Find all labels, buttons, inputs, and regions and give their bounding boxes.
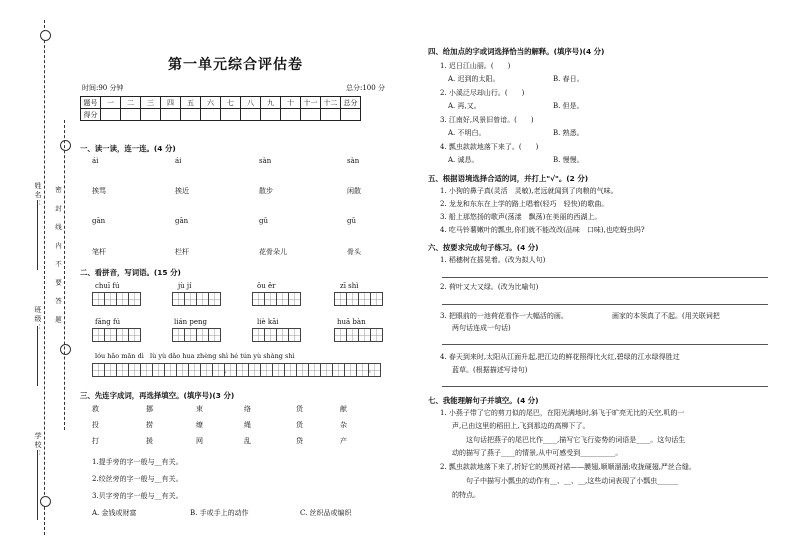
exercise-prompt: 画家的本领真了不起。(用关联词把	[612, 312, 720, 320]
answer-line[interactable]	[442, 344, 768, 345]
word-item[interactable]: 笔杆	[92, 248, 106, 256]
passage-line: 声,已由这里的稻田上,飞到那边的高柳下了。	[452, 422, 590, 430]
question-item[interactable]: 3. 江南好,风景旧曾谙。( )	[440, 116, 534, 124]
char-item[interactable]: 缭	[196, 421, 203, 429]
writing-boxes[interactable]	[252, 328, 300, 342]
score-cell: 八	[241, 97, 261, 109]
section-heading-6: 六、按要求完成句子练习。(4 分)	[428, 243, 539, 252]
score-cell: 九	[261, 97, 281, 109]
char-item[interactable]: 束	[196, 405, 203, 413]
option-b: B. 手或手上的动作	[190, 509, 249, 517]
exercise-prompt: 3. 把眼前的一池荷花看作一大幅活的画。	[440, 312, 568, 320]
score-cell: 二	[121, 97, 141, 109]
fill-line[interactable]: 这句话把燕子的尾巴比作____,描写它飞行姿势的词语是____。这句话生	[466, 436, 686, 444]
binding-hole	[40, 496, 51, 507]
option-b[interactable]: B. 慢慢。	[553, 156, 584, 164]
word-item[interactable]: 栏杆	[175, 248, 189, 256]
section-heading-2: 二、看拼音，写词语。(15 分)	[80, 268, 181, 277]
option-a: A. 金钱或财富	[92, 509, 137, 517]
score-entry-row	[81, 109, 361, 121]
exercise-prompt: 4. 春天到来时,太阳从江面升起,把江边的鲜花照得比火红,碧绿的江水绿得胜过	[440, 353, 680, 361]
fill-line[interactable]: 1.提手旁的字一般与__有关。	[92, 458, 183, 466]
option-a[interactable]: A. 再,又。	[448, 102, 481, 110]
score-cell: 七	[221, 97, 241, 109]
class-label: 班级：	[34, 306, 42, 333]
school-label: 学校：	[34, 432, 42, 459]
pinyin-item: gǔ	[347, 217, 356, 225]
score-input[interactable]	[161, 109, 181, 121]
char-item[interactable]: 投	[92, 421, 99, 429]
exercise-prompt: 1. 稻穗树在摇晃着。(改为拟人句)	[440, 256, 546, 264]
score-cell: 题号	[81, 97, 101, 109]
char-item[interactable]: 救	[92, 405, 99, 413]
pinyin-item: gǔ	[259, 217, 268, 225]
binding-dashed-line	[44, 20, 45, 535]
word-item[interactable]: 闲散	[347, 187, 361, 195]
score-cell: 三	[141, 97, 161, 109]
pinyin-item: sàn	[259, 157, 272, 165]
pinyin-item: ái	[92, 157, 99, 165]
score-table	[80, 96, 361, 121]
word-item[interactable]: 挨骂	[92, 187, 106, 195]
score-cell: 十二	[321, 97, 341, 109]
section-heading-4: 四、给加点的字或词选择恰当的解释。(填序号)(4 分)	[428, 47, 605, 56]
score-input[interactable]	[341, 109, 361, 121]
fill-line[interactable]: 3.贝字旁的字一般与__有关。	[92, 492, 183, 500]
score-input[interactable]	[201, 109, 221, 121]
name-label: 姓名：	[34, 182, 42, 209]
fill-line[interactable]: 动的描写了燕子____的情景,从中可感受到__________。	[452, 449, 623, 457]
comma: ，	[224, 366, 231, 374]
char-item[interactable]: 献	[340, 405, 347, 413]
score-input[interactable]	[261, 109, 281, 121]
choice-sentence[interactable]: 4. 吃马铃薯嫩叶的瓢虫,你们就不能改改(品味 口味),也吃蚜虫吗?	[440, 226, 645, 234]
pinyin-item: ái	[175, 157, 182, 165]
char-item[interactable]: 援	[146, 437, 153, 445]
word-item[interactable]: 骨头	[347, 248, 361, 256]
pinyin-item: gān	[175, 217, 189, 225]
score-cell: 十	[281, 97, 301, 109]
time-limit: 时间:90 分钟	[82, 84, 124, 92]
writing-boxes[interactable]	[334, 292, 382, 306]
section-heading-7: 七、我能理解句子并填空。(4 分)	[428, 396, 539, 405]
pinyin-item: sàn	[347, 157, 360, 165]
score-cell: 一	[101, 97, 121, 109]
score-cell: 总分	[341, 97, 361, 109]
answer-line[interactable]	[442, 386, 768, 387]
char-item[interactable]: 绳	[244, 421, 251, 429]
score-cell: 五	[181, 97, 201, 109]
char-item[interactable]: 杂	[340, 421, 347, 429]
char-item[interactable]: 捞	[146, 421, 153, 429]
pinyin-prompt: zī shì	[340, 282, 359, 290]
writing-boxes[interactable]	[334, 328, 382, 342]
page-title: 第一单元综合评估卷	[168, 57, 303, 73]
pinyin-prompt: lù yù dǎo hua zhèng shì hé tún yù shàng shì	[150, 352, 295, 360]
option-a[interactable]: A. 诚恳。	[448, 156, 479, 164]
seal-dashed-line	[64, 120, 65, 430]
score-input[interactable]	[301, 109, 321, 121]
char-item[interactable]: 货	[296, 405, 303, 413]
option-b[interactable]: B. 熟悉。	[553, 129, 584, 137]
char-item[interactable]: 乱	[244, 437, 251, 445]
choice-sentence[interactable]: 2. 龙龙和东东在上学的路上唱着(轻巧 轻快)的歌曲。	[440, 200, 609, 208]
pinyin-prompt: jù jí	[178, 282, 192, 290]
choice-sentence[interactable]: 1. 小狗的鼻子真(灵活 灵敏),老远就闻到了肉粮的气味。	[440, 187, 618, 195]
score-input[interactable]	[321, 109, 341, 121]
char-item[interactable]: 打	[92, 437, 99, 445]
char-item[interactable]: 挪	[146, 405, 153, 413]
binding-hole	[60, 344, 71, 355]
question-item[interactable]: 4. 瓢虫款款地落下来了。( )	[440, 143, 539, 151]
score-cell: 十一	[301, 97, 321, 109]
option-a[interactable]: A. 不明白。	[448, 129, 486, 137]
score-cell: 四	[161, 97, 181, 109]
writing-boxes[interactable]	[92, 292, 140, 306]
period: 。	[368, 366, 375, 374]
writing-boxes[interactable]	[252, 292, 300, 306]
score-cell: 六	[201, 97, 221, 109]
total-score: 总分:100 分	[346, 84, 385, 92]
score-header-row	[81, 97, 361, 109]
writing-boxes[interactable]	[236, 363, 380, 377]
exercise-prompt: 蓝草。(根据描述写诗句)	[452, 366, 528, 374]
pinyin-prompt: ǒu ěr	[257, 282, 276, 290]
writing-boxes[interactable]	[172, 292, 220, 306]
score-input[interactable]	[121, 109, 141, 121]
score-input[interactable]	[141, 109, 161, 121]
binding-hole	[60, 140, 71, 151]
pinyin-prompt: lóu hǎo mān dì	[95, 352, 144, 360]
option-b[interactable]: B. 春日。	[553, 75, 584, 83]
char-item[interactable]: 络	[244, 405, 251, 413]
writing-boxes[interactable]	[92, 363, 236, 377]
exercise-prompt: 2. 荷叶又大又绿。(改为比喻句)	[440, 283, 539, 291]
answer-line[interactable]	[442, 277, 768, 278]
option-b[interactable]: B. 但是。	[553, 102, 584, 110]
binding-hole	[40, 30, 51, 41]
score-row-label: 得分	[81, 109, 101, 121]
score-input[interactable]	[281, 109, 301, 121]
char-item[interactable]: 网	[196, 437, 203, 445]
score-input[interactable]	[221, 109, 241, 121]
pinyin-prompt: huā bàn	[337, 318, 366, 326]
seal-warning: 密 封 线 内 不 要 答 题	[54, 186, 62, 328]
word-item[interactable]: 散步	[259, 187, 273, 195]
score-input[interactable]	[181, 109, 201, 121]
answer-line[interactable]	[442, 304, 768, 305]
word-item[interactable]: 花骨朵儿	[259, 248, 287, 256]
section-heading-5: 五、根据语境选择合适的词，并打上"√"。(2 分)	[428, 174, 589, 183]
choice-sentence[interactable]: 3. 船上那悠扬的歌声(荡漾 飘荡)在美丽的西湖上。	[440, 213, 602, 221]
exercise-prompt: 两句话连成一句话)	[452, 324, 511, 332]
question-item[interactable]: 1. 迟日江山丽。( )	[440, 62, 511, 70]
pinyin-prompt: chuī fú	[95, 282, 120, 290]
section-heading-3: 三、先连字成词，再选择填空。(填序号)(3 分)	[80, 391, 235, 400]
char-item[interactable]: 产	[340, 437, 347, 445]
char-item[interactable]: 贷	[296, 437, 303, 445]
fill-line[interactable]: 句子中描写小瓢虫的动作有__、__、__,这些动词表现了小瓢虫______	[466, 477, 679, 485]
pinyin-prompt: lián peng	[174, 318, 207, 326]
passage-line: 2. 瓢虫款款地落下来了,折好它的黑斑衬裙——膜翅,顺顺溜溜;收拢硬翅,严丝合缝。	[440, 463, 696, 471]
school-field[interactable]	[37, 450, 38, 520]
writing-boxes[interactable]	[92, 328, 140, 342]
pinyin-prompt: fāng fú	[95, 318, 121, 326]
char-item[interactable]: 货	[296, 421, 303, 429]
fill-line[interactable]: 的特点。	[452, 491, 480, 499]
score-input[interactable]	[241, 109, 261, 121]
option-a[interactable]: A. 迟到的太阳。	[448, 75, 500, 83]
section-heading-1: 一、读一读，连一连。(4 分)	[80, 144, 176, 153]
passage-line: 1. 小燕子带了它的剪刀似的尾巴，在阳光满地时,斜飞于旷亮无比的天空,叽的一	[440, 409, 685, 417]
question-item[interactable]: 2. 小溪泛尽却山行。( )	[440, 89, 525, 97]
fill-line[interactable]: 2.绞丝旁的字一般与__有关。	[92, 475, 183, 483]
name-field[interactable]	[37, 200, 38, 270]
pinyin-item: gān	[92, 217, 106, 225]
class-field[interactable]	[37, 326, 38, 386]
score-input[interactable]	[101, 109, 121, 121]
option-c: C. 丝织品或编织	[300, 509, 352, 517]
pinyin-prompt: liè kāi	[257, 318, 279, 326]
word-item[interactable]: 挨近	[175, 187, 189, 195]
writing-boxes[interactable]	[172, 328, 220, 342]
